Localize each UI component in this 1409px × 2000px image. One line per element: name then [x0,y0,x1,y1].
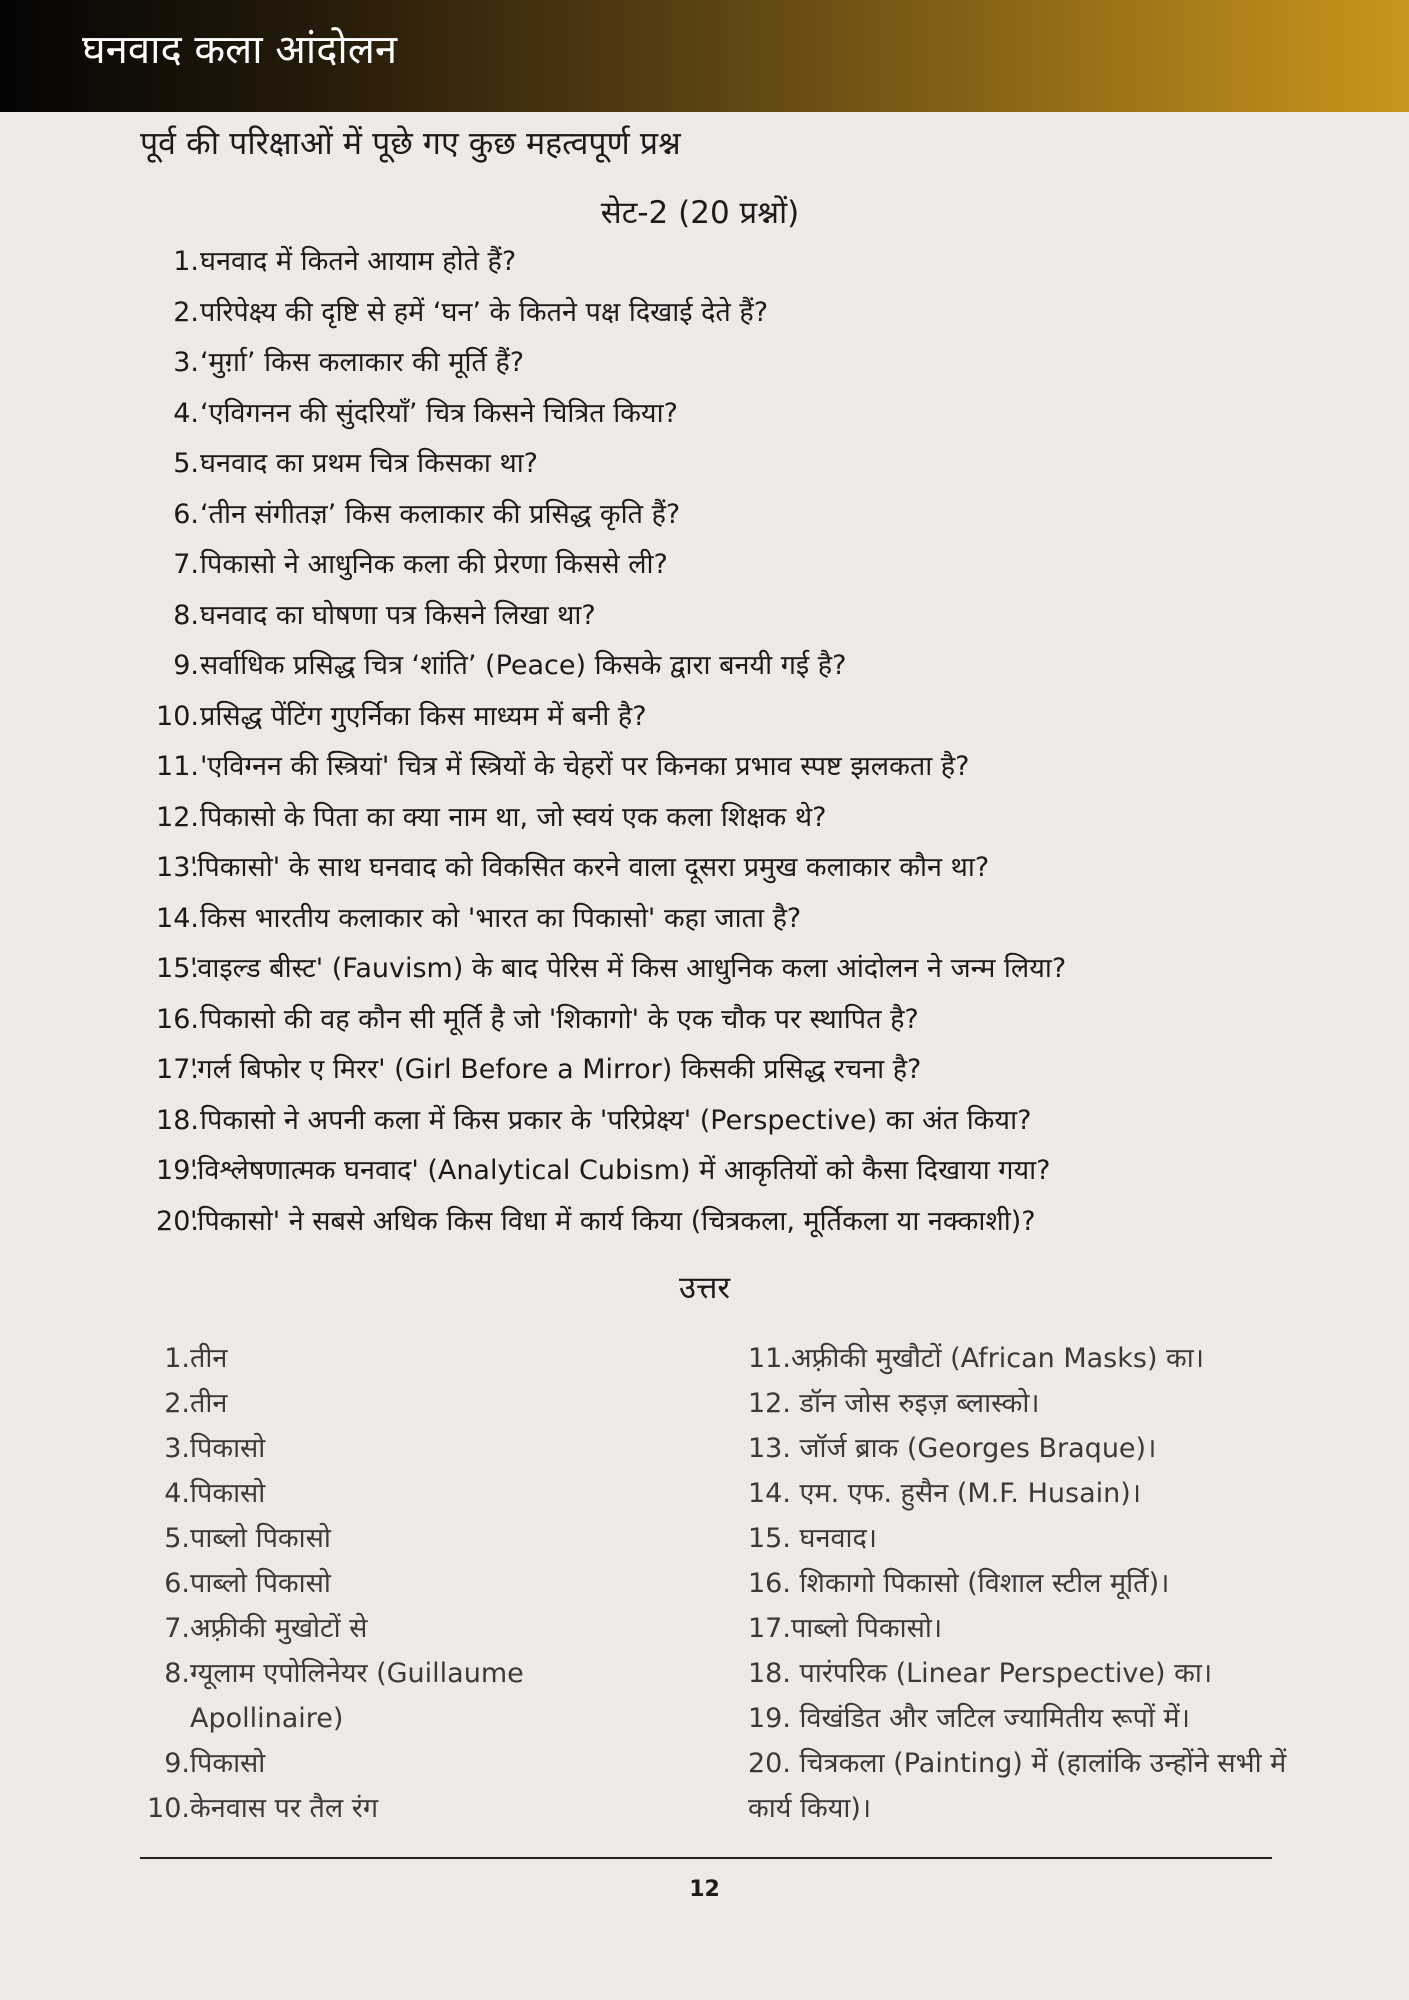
answer-text: पिकासो [190,1433,266,1464]
question-item [0,843,1409,894]
question-item [0,237,1409,288]
answer-number: 9. [164,1748,190,1779]
question-number: 15. [156,953,199,984]
answer-item: 20. चित्रकला (Painting) में (हालांकि उन्होंने सभी में कार्य किया)। [748,1748,1287,1824]
answer-item [0,1336,700,1381]
answer-item [0,1516,700,1561]
question-item [0,793,1409,844]
question-text: 'वाइल्ड बीस्ट' (Fauvism) के बाद पेरिस में किस आधुनिक कला आंदोलन ने जन्म लिया? [190,953,1067,984]
question-text: परिपेक्ष्य की दृष्टि से हमें ‘घन’ के कितने पक्ष दिखाई देते हैं? [200,296,769,328]
question-number: 19. [156,1155,199,1186]
answer-text: तीन [190,1343,228,1374]
question-item [0,540,1409,591]
answer-number: 3. [164,1433,190,1464]
question-number: 5. [173,448,199,479]
question-item [0,389,1409,440]
question-number: 9. [173,650,199,681]
question-number: 17. [156,1054,199,1085]
question-text: पिकासो ने अपनी कला में किस प्रकार के 'परिप्रेक्ष्य' (Perspective) का अंत किया? [200,1104,1032,1136]
answer-item [0,1561,700,1606]
question-text: 'एविग्नन की स्त्रियां' चित्र में स्त्रियों के चेहरों पर किनका प्रभाव स्पष्ट झलकता है? [200,751,970,782]
question-item [0,894,1409,945]
answer-item [0,1381,700,1426]
question-text: पिकासो ने आधुनिक कला की प्रेरणा किससे ली? [200,549,668,580]
answer-item [0,1471,700,1516]
question-number: 2. [173,296,199,328]
answer-item: 18. पारंपरिक (Linear Perspective) का। [748,1658,1213,1689]
footer-divider [140,1857,1272,1859]
answer-item: 16. शिकागो पिकासो (विशाल स्टील मूर्ति)। [748,1568,1170,1599]
answer-number: 1. [164,1343,190,1374]
set-label: सेट-2 (20 प्रश्नों) [600,195,800,231]
question-text: 'पिकासो' ने सबसे अधिक किस विधा में कार्य किया (चित्रकला, मूर्तिकला या नक्काशी)? [190,1205,1036,1237]
question-text: घनवाद का घोषणा पत्र किसने लिखा था? [200,599,596,631]
question-text: घनवाद में कितने आयाम होते हैं? [200,246,517,277]
section-heading: पूर्व की परिक्षाओं में पूछे गए कुछ महत्वपूर्ण प्रश्न [140,124,681,162]
question-text: ‘एविगनन की सुंदरियाँ’ चित्र किसने चित्रित किया? [200,397,678,429]
question-text: पिकासो की वह कौन सी मूर्ति है जो 'शिकागो' के एक चौक पर स्थापित है? [200,1003,919,1035]
question-item [0,439,1409,490]
question-number: 14. [156,902,199,934]
answer-text: पाब्लो पिकासो [190,1523,331,1554]
answer-item: 19. विखंडित और जटिल ज्यामितीय रूपों में। [748,1703,1190,1734]
answer-item: 13. जॉर्ज ब्राक (Georges Braque)। [748,1433,1157,1464]
question-number: 8. [173,599,199,631]
question-number: 4. [173,397,199,429]
question-item [0,641,1409,692]
answer-item [0,1741,700,1786]
question-text: 'गर्ल बिफोर ए मिरर' (Girl Before a Mirror) किसकी प्रसिद्ध रचना है? [190,1054,922,1085]
question-text: ‘तीन संगीतज्ञ’ किस कलाकार की प्रसिद्ध कृति हैं? [200,498,681,530]
question-item [0,742,1409,793]
answer-number: 7. [164,1613,190,1644]
question-item [0,1096,1409,1147]
question-number: 1. [173,246,199,277]
question-list [0,237,1409,1247]
answer-text: पिकासो [190,1478,266,1509]
question-text: सर्वाधिक प्रसिद्ध चित्र ‘शांति’ (Peace) किसके द्वारा बनयी गई है? [200,650,847,681]
answer-item: 14. एम. एफ. हुसैन (M.F. Husain)। [748,1478,1142,1509]
question-number: 11. [156,751,199,782]
answer-list-left [0,1336,700,1831]
question-text: ‘मुर्ग़ा’ किस कलाकार की मूर्ति हैं? [200,347,525,378]
question-item [0,490,1409,541]
page-title: घनवाद कला आंदोलन [82,27,398,73]
page-number: 12 [689,1877,720,1902]
answer-item: 15. घनवाद। [748,1523,878,1554]
answer-item: 12. डॉन जोस रुइज़ ब्लास्को। [748,1388,1040,1419]
answer-number: 6. [164,1568,190,1599]
question-item [0,338,1409,389]
question-item [0,288,1409,339]
question-number: 10. [156,700,199,732]
question-number: 6. [173,498,199,530]
question-number: 20. [156,1205,199,1237]
question-item [0,1146,1409,1197]
question-item [0,692,1409,743]
answers-heading: उत्तर [678,1270,731,1306]
answer-text: तीन [190,1388,228,1419]
answer-item [0,1786,700,1831]
answer-text: केनवास पर तैल रंग [190,1793,379,1824]
answer-number: 2. [164,1388,190,1419]
question-item [0,591,1409,642]
answer-text: पाब्लो पिकासो [190,1568,331,1599]
question-text: 'विश्लेषणात्मक घनवाद' (Analytical Cubism) में आकृतियों को कैसा दिखाया गया? [190,1155,1051,1186]
question-item [0,995,1409,1046]
question-text: घनवाद का प्रथम चित्र किसका था? [200,448,539,479]
answer-item: 17.पाब्लो पिकासो। [748,1613,943,1644]
question-text: 'पिकासो' के साथ घनवाद को विकसित करने वाला दूसरा प्रमुख कलाकार कौन था? [190,852,990,883]
question-number: 7. [173,549,199,580]
answer-number: 4. [164,1478,190,1509]
question-item [0,944,1409,995]
question-item [0,1045,1409,1096]
question-number: 16. [156,1003,199,1035]
answer-text: पिकासो [190,1748,266,1779]
answer-item [0,1426,700,1471]
question-text: पिकासो के पिता का क्या नाम था, जो स्वयं एक कला शिक्षक थे? [200,801,827,833]
question-text: किस भारतीय कलाकार को 'भारत का पिकासो' कहा जाता है? [200,902,802,934]
question-number: 13. [156,852,199,883]
answer-number: 10. [147,1793,190,1824]
answer-item: 11.अफ़्रीकी मुखौटों (African Masks) का। [748,1343,1205,1374]
answer-item [0,1606,700,1651]
answer-number: 5. [164,1523,190,1554]
question-item [0,1197,1409,1248]
question-number: 12. [156,801,199,833]
question-number: 18. [156,1104,199,1136]
header-banner [0,0,1409,112]
answer-text: अफ़्रीकी मुखोटों से [190,1613,368,1644]
answer-item [0,1651,700,1741]
answer-list-right [748,1336,1388,1831]
answer-text: ग्यूलाम एपोलिनेयर (Guillaume Apollinaire) [190,1658,524,1734]
answer-number: 8. [164,1658,190,1689]
question-number: 3. [173,347,199,378]
question-text: प्रसिद्ध पेंटिंग गुएर्निका किस माध्यम में बनी है? [200,700,647,732]
